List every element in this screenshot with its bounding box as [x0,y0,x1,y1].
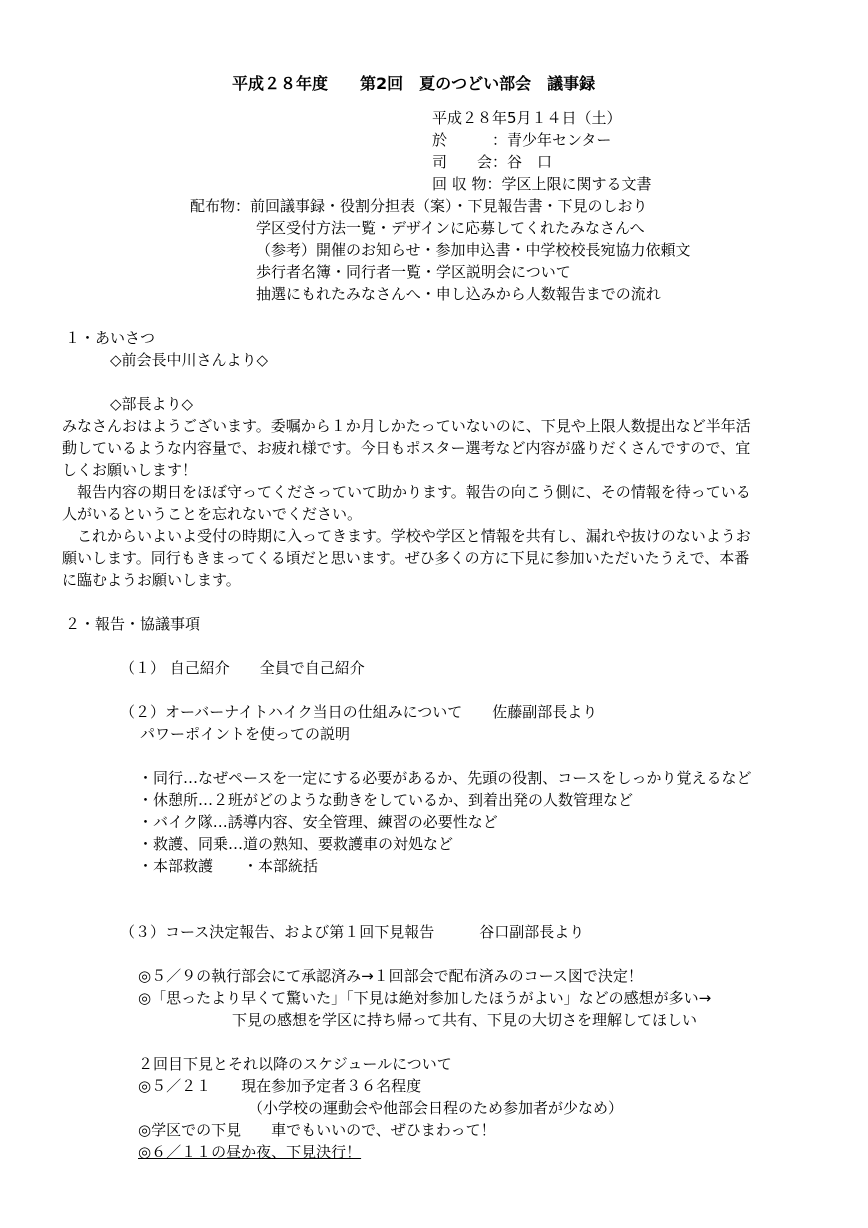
report-line: ◎５／９の執行部会にて承認済み→１回部会で配布済みのコース図で決定！ [138,967,643,985]
paragraph-line: 報告内容の期日をほぼ守ってくださっていて助かります。報告の向こう側に、その情報を待っている [62,483,751,501]
handouts-line: （参考）開催のお知らせ・参加申込書・中学校校長宛協力依頼文 [256,241,691,259]
handouts-line: 学区受付方法一覧・デザインに応募してくれたみなさんへ [256,219,645,237]
meeting-place: 於 ：青少年センター [432,131,612,149]
handouts-label: 配布物：前回議事録・役割分担表（案）・下見報告書・下見のしおり [190,197,648,215]
schedule-line: ◎学区での下見 車でもいいので、ぜひまわって！ [138,1121,496,1139]
handouts-line: 抽選にもれたみなさんへ・申し込みから人数報告までの流れ [256,285,661,303]
meeting-chair: 司 会：谷 口 [432,153,553,171]
meeting-date: 平成２８年5月１４日（土） [432,109,622,127]
agenda-item-2: （２）オーバーナイトハイク当日の仕組みについて 佐藤副部長より [120,703,598,721]
schedule-line: ◎５／２１ 現在参加予定者３６名程度 [138,1077,422,1095]
schedule-line: （小学校の運動会や他部会日程のため参加者が少なめ） [248,1099,624,1117]
collected-items: 回 収 物：学区上限に関する文書 [432,175,652,193]
greeting-former-chair: ◇前会長中川さんより◇ [110,351,269,369]
handouts-line: 歩行者名簿・同行者一覧・学区説明会について [256,263,571,281]
section-1-heading: １・あいさつ [65,329,156,347]
agenda-item-3: （３）コース決定報告、および第１回下見報告 谷口副部長より [120,923,585,941]
report-line: 下見の感想を学区に持ち帰って共有、下見の大切さを理解してほしい [232,1011,698,1029]
list-item: ・バイク隊…誘導内容、安全管理、練習の必要性など [138,813,498,831]
paragraph-line: これからいよいよ受付の時期に入ってきます。学校や学区と情報を共有し、漏れや抜けのないようお [62,527,751,545]
list-item: ・休憩所…２班がどのような動きをしているか、到着出発の人数管理など [138,791,634,809]
paragraph-line: 動しているような内容量で、お疲れ様です。今日もポスター選考など内容が盛りだくさんですので、宜 [62,439,751,457]
agenda-item-2-sub: パワーポイントを使っての説明 [140,725,351,743]
section-2-heading: ２・報告・協議事項 [65,615,201,633]
paragraph-line: 人がいるということを忘れないでください。 [62,505,363,523]
agenda-item-1: （１） 自己紹介 全員で自己紹介 [120,659,365,677]
list-item: ・本部救護 ・本部統括 [138,857,319,875]
paragraph-line: 願いします。同行もきまってくる頃だと思います。ぜひ多くの方に下見に参加いただいたうえで、本番 [62,549,750,567]
report-line: ◎「思ったより早くて驚いた」「下見は絶対参加したほうがよい」などの感想が多い→ [138,989,712,1007]
paragraph-line: みなさんおはようございます。委嘱から１か月しかたっていないのに、下見や上限人数提出など半年活 [62,417,751,435]
list-item: ・同行…なぜペースを一定にする必要があるか、先頭の役割、コースをしっかり覚えるなど [138,769,752,787]
paragraph-line: しくお願いします！ [62,461,198,479]
paragraph-line: に臨むようお願いします。 [62,571,241,589]
list-item: ・救護、同乗…道の熟知、要救護車の対処など [138,835,454,853]
schedule-line-underlined: ◎６／１１の昼か夜、下見決行！ [138,1143,362,1161]
greeting-chair: ◇部長より◇ [110,395,194,413]
schedule-heading: ２回目下見とそれ以降のスケジュールについて [138,1055,452,1073]
page-title: 平成２８年度 第2回 夏のつどい部会 議事録 [232,74,596,93]
